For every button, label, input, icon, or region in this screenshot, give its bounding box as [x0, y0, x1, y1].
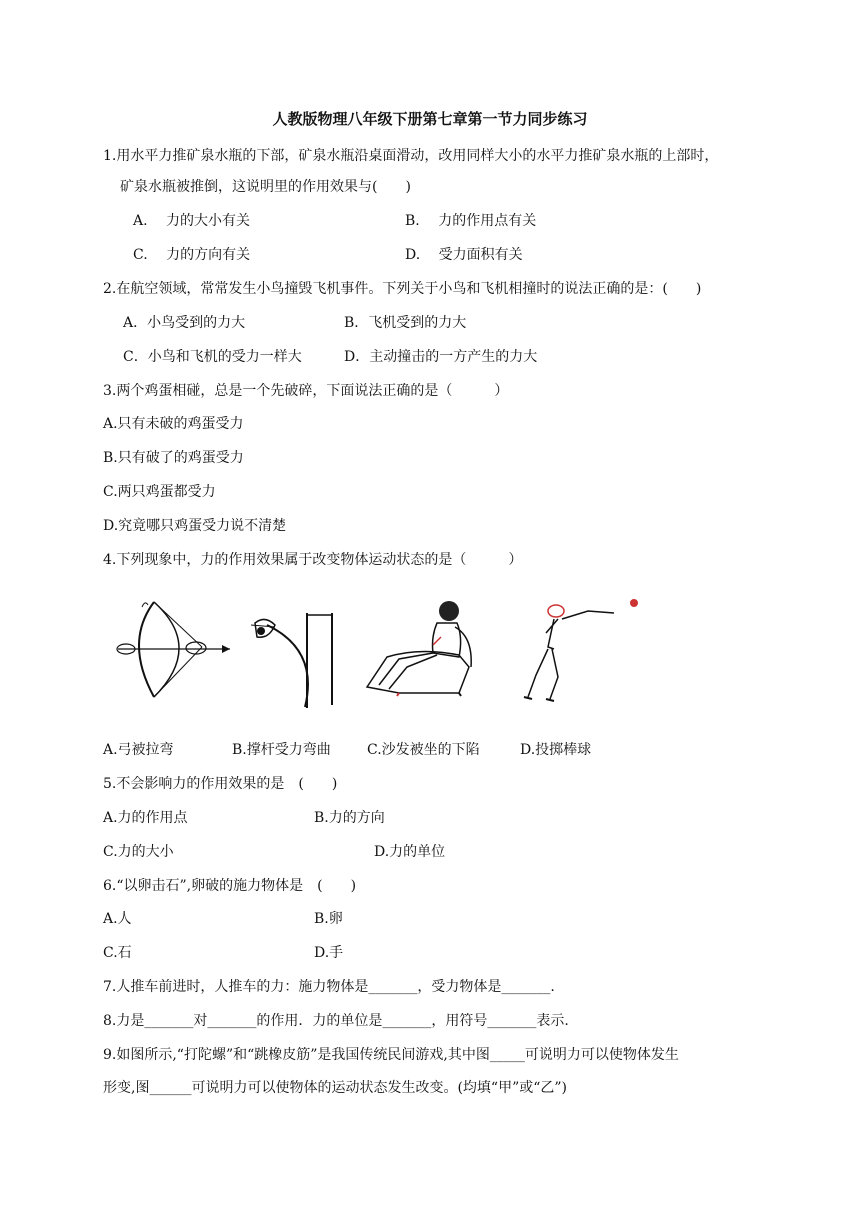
q4-option-c: C.沙发被坐的下陷: [367, 742, 480, 758]
q5-option-a: A.力的作用点: [103, 810, 188, 826]
bow-and-arrow-illustration: [112, 597, 234, 702]
q4-option-b: B.撑杆受力弯曲: [232, 742, 331, 758]
q1-stem-line2: 矿泉水瓶被推倒，这说明里的作用效果与( ): [120, 179, 411, 195]
q5-option-c: C.力的大小: [103, 844, 174, 860]
q9-stem-line1: 9.如图所示,“打陀螺”和“跳橡皮筋”是我国传统民间游戏,其中图_____可说明力可以使物体发生: [103, 1047, 679, 1063]
q2-option-c: C．小鸟和飞机的受力一样大: [123, 349, 302, 365]
q6-option-d: D.手: [314, 945, 344, 961]
q6-stem: 6.“以卵击石”,卵破的施力物体是 ( ): [103, 878, 357, 894]
q6-option-a: A.人: [103, 911, 132, 927]
q4-option-a: A.弓被拉弯: [103, 742, 174, 758]
q5-option-b: B.力的方向: [314, 810, 385, 826]
q3-option-a: A.只有未破的鸡蛋受力: [103, 416, 244, 432]
q2-stem: 2.在航空领域，常常发生小鸟撞毁飞机事件。下列关于小鸟和飞机相撞时的说法正确的是：( ): [103, 281, 702, 297]
q1-option-b: B. 力的作用点有关: [405, 213, 537, 229]
q1-option-d: D. 受力面积有关: [405, 247, 523, 263]
q3-stem: 3.两个鸡蛋相碰，总是一个先破碎，下面说法正确的是（ ）: [103, 383, 509, 399]
q9-stem-line2: 形变,图______可说明力可以使物体的运动状态发生改变。(均填“甲”或“乙”): [103, 1080, 568, 1096]
q8-stem: 8.力是_______对_______的作用．力的单位是_______，用符号_______表示.: [103, 1013, 569, 1029]
q6-option-c: C.石: [103, 945, 132, 961]
q4-option-d: D.投掷棒球: [520, 742, 592, 758]
q2-option-d: D．主动撞击的一方产生的力大: [344, 349, 538, 365]
q3-option-c: C.两只鸡蛋都受力: [103, 484, 216, 500]
q1-option-c: C. 力的方向有关: [133, 247, 251, 263]
q3-option-b: B.只有破了的鸡蛋受力: [103, 450, 244, 466]
q1-stem-line1: 1.用水平力推矿泉水瓶的下部，矿泉水瓶沿桌面滑动，改用同样大小的水平力推矿泉水瓶的上部时，: [103, 148, 719, 164]
q5-stem: 5.不会影响力的作用效果的是 ( ): [103, 776, 338, 792]
person-on-sofa-illustration: [359, 597, 479, 697]
q2-option-a: A．小鸟受到的力大: [123, 315, 246, 331]
q6-option-b: B.卵: [314, 911, 343, 927]
q5-option-d: D.力的单位: [374, 844, 446, 860]
q2-option-b: B．飞机受到的力大: [344, 315, 467, 331]
pole-vault-illustration: [247, 605, 342, 710]
q3-option-d: D.究竟哪只鸡蛋受力说不清楚: [103, 518, 287, 534]
q4-stem: 4.下列现象中，力的作用效果属于改变物体运动状态的是（ ）: [103, 552, 523, 568]
q1-option-a: A. 力的大小有关: [133, 213, 251, 229]
ball-throw-illustration: [518, 597, 643, 705]
q7-stem: 7.人推车前进时，人推车的力：施力物体是_______，受力物体是_______.: [103, 979, 555, 995]
page-title: 人教版物理八年级下册第七章第一节力同步练习: [272, 110, 588, 128]
